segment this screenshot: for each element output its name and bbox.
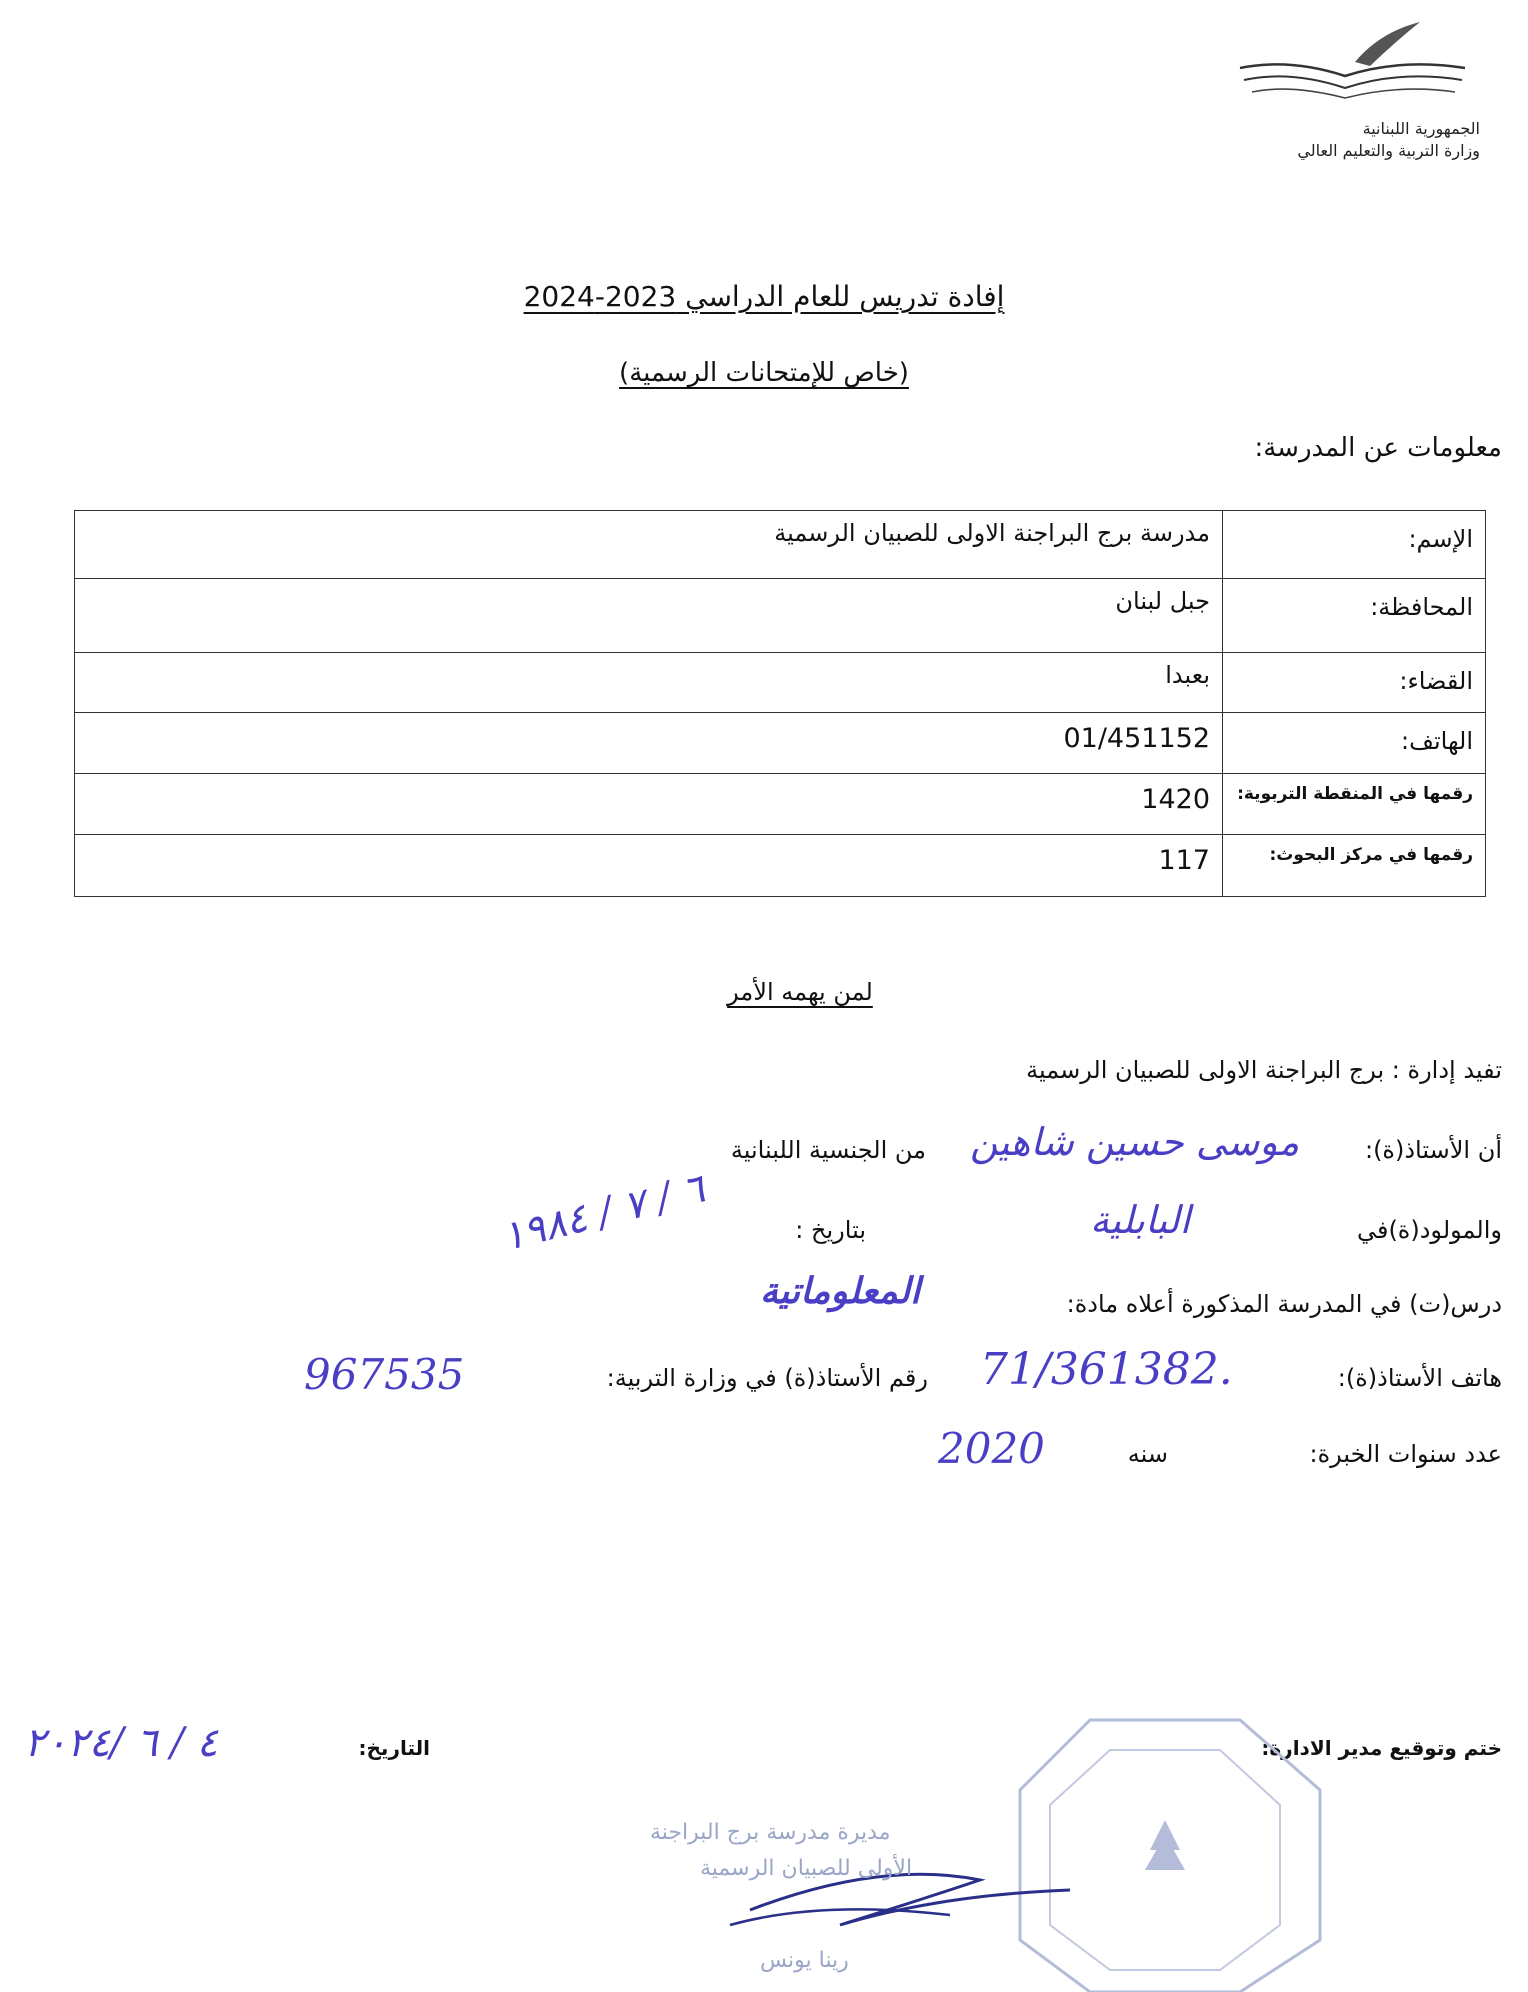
phone-label: هاتف الأستاذ(ة): (1337, 1364, 1502, 1392)
row-value: 1420 (75, 774, 1223, 835)
row-label: رقمها في مركز البحوث: (1223, 835, 1486, 897)
born-label: والمولود(ة)في (1356, 1216, 1502, 1244)
ministry-logo-icon (1230, 18, 1480, 108)
signature-label: ختم وتوقيع مدير الادارة: (1261, 1736, 1502, 1760)
row-label: المحافظة: (1223, 579, 1486, 653)
teacher-name-handwritten: موسى حسين شاهين (970, 1120, 1300, 1164)
row-value: 01/451152 (75, 713, 1223, 774)
ministry-number-label: رقم الأستاذ(ة) في وزارة التربية: (606, 1364, 928, 1392)
experience-unit: سنه (1127, 1440, 1168, 1468)
table-row (75, 579, 1486, 653)
ministry-header (1297, 118, 1480, 162)
phone-handwritten: 71/361382. (980, 1344, 1233, 1395)
row-value: مدرسة برج البراجنة الاولى للصبيان الرسمية (75, 511, 1223, 579)
table-row (75, 653, 1486, 713)
ministry-number-handwritten: 967535 (304, 1350, 465, 1399)
subject-handwritten: المعلوماتية (760, 1270, 921, 1312)
row-label: رقمها في المنقطة التربوية: (1223, 774, 1486, 835)
table-row (75, 511, 1486, 579)
stamp-text-line-1: مديرة مدرسة برج البراجنة (650, 1820, 891, 1845)
table-row (75, 835, 1486, 897)
ministry-line-1: الجمهورية اللبنانية (1362, 119, 1480, 138)
school-info-label: معلومات عن المدرسة: (1254, 433, 1502, 463)
experience-label: عدد سنوات الخبرة: (1309, 1440, 1502, 1468)
experience-handwritten: 2020 (938, 1424, 1045, 1473)
row-label: الإسم: (1223, 511, 1486, 579)
nationality-text: من الجنسية اللبنانية (730, 1136, 926, 1164)
date-label: بتاريخ : (795, 1216, 866, 1244)
row-label: الهاتف: (1223, 713, 1486, 774)
statement-line-1: تفيد إدارة : برج البراجنة الاولى للصبيان الرسمية (1026, 1056, 1502, 1084)
birth-place-handwritten: البابلية (1090, 1198, 1191, 1242)
birth-date-handwritten: ٦ / ٧ / ١٩٨٤ (497, 1165, 710, 1261)
stamp-text-line-3: رينا يونس (760, 1948, 849, 1973)
ministry-line-2: وزارة التربية والتعليم العالي (1297, 141, 1480, 160)
row-value: بعبدا (75, 653, 1223, 713)
school-info-table (74, 510, 1486, 897)
to-whom-heading: لمن يهمه الأمر (727, 978, 873, 1006)
document-subtitle: (خاص للإمتحانات الرسمية) (619, 358, 909, 388)
teacher-label: أن الأستاذ(ة): (1364, 1136, 1502, 1164)
official-stamp-icon (620, 1710, 1340, 1992)
row-value: جبل لبنان (75, 579, 1223, 653)
subject-label: درس(ت) في المدرسة المذكورة أعلاه مادة: (1066, 1290, 1502, 1318)
row-label: القضاء: (1223, 653, 1486, 713)
document-title: إفادة تدريس للعام الدراسي 2023-2024 (523, 280, 1005, 313)
table-row (75, 774, 1486, 835)
footer-date-handwritten: ٤ / ٦ /٢٠٢٤ (24, 1720, 219, 1766)
table-row (75, 713, 1486, 774)
row-value: 117 (75, 835, 1223, 897)
stamp-text-line-2: الأولى للصبيان الرسمية (700, 1856, 913, 1881)
footer-date-label: التاريخ: (358, 1736, 430, 1760)
